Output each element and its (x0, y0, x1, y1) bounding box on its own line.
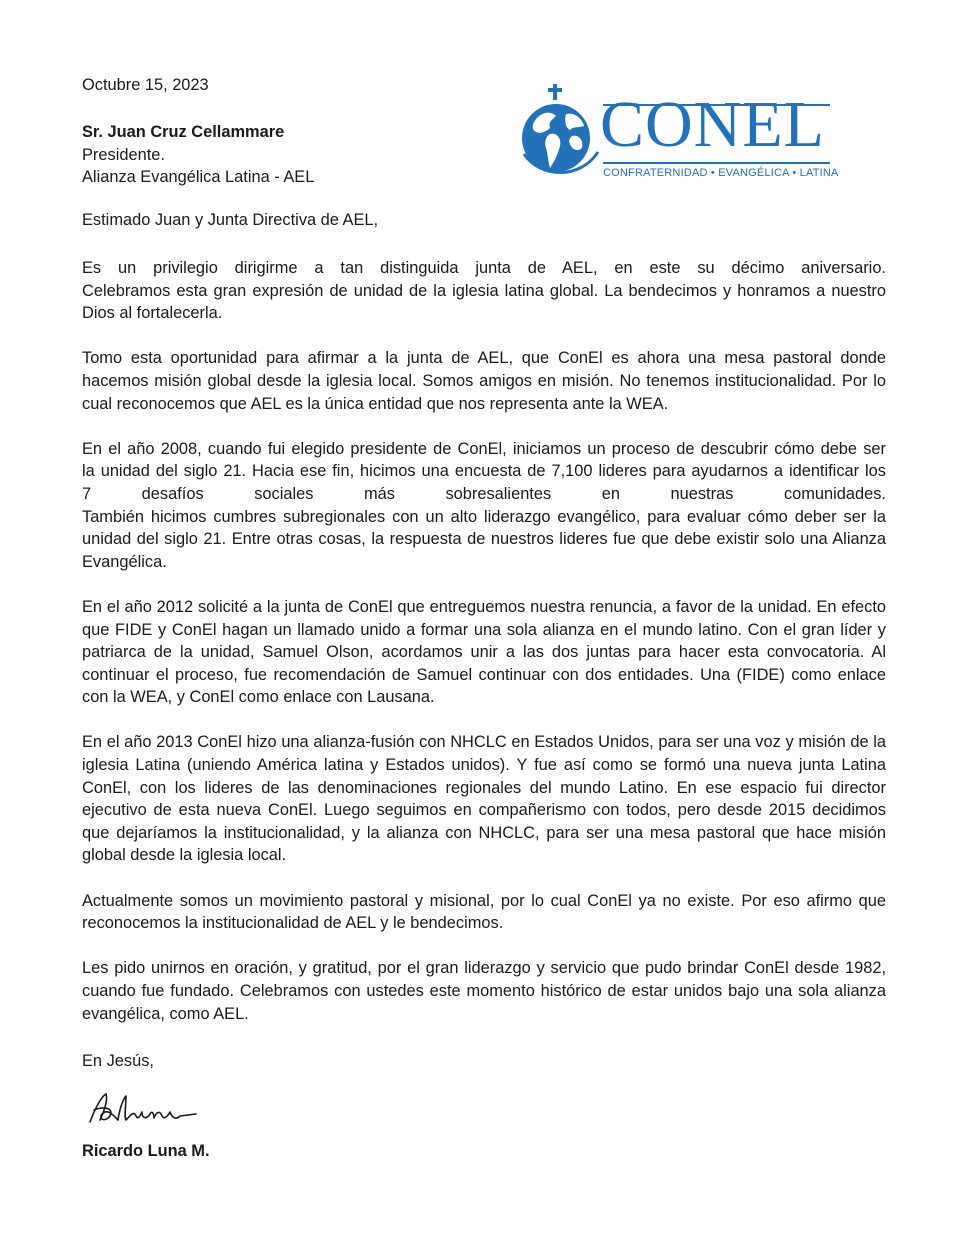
paragraph-line: Es un privilegio dirigirme a tan distinguida junta de AEL, en este su décimo aniversario. (82, 259, 886, 277)
recipient-title: Presidente. (82, 145, 165, 164)
paragraph-line: También hicimos cumbres subregionales con un alto liderazgo evangélico, para evaluar cómo deber ser la (82, 507, 886, 526)
handwritten-signature (84, 1086, 204, 1130)
conel-logo (520, 82, 840, 182)
body-paragraph (82, 957, 886, 1025)
paragraph-line: unidad del siglo 21. Entre otras cosas, la respuesta de nuestros lideres fue que debe existir solo una Alianza (82, 530, 886, 549)
paragraph-line: ejecutivo de esta nueva ConEl. Luego seguimos en compañerismo con todos, pero desde 2015 decidimos (82, 801, 886, 820)
greeting: Estimado Juan y Junta Directiva de AEL, (82, 211, 379, 229)
paragraph-line: cuando fue fundado. Celebramos con ustedes este momento histórico de estar unidos bajo una sola alianza (82, 982, 886, 1000)
paragraph-line: con la WEA, y ConEl como enlace con Lausana. (82, 688, 435, 707)
closing: En Jesús, (82, 1052, 154, 1070)
paragraph-line: hacemos misión global desde la iglesia local. Somos amigos en misión. No tenemos institucionalidad. Por lo (82, 371, 886, 390)
paragraph-line: iglesia Latina (uniendo América latina y Estados unidos). Y fue así como se formó una nueva junta Latina (82, 756, 886, 775)
paragraph-line: evangélica, como AEL. (82, 1004, 249, 1023)
paragraph-line: patriarca de la unidad, Samuel Olson, acordamos unir a las dos juntas para hacer esta convocatoria. Al (82, 643, 886, 662)
logo-tagline: CONFRATERNIDAD • EVANGÉLICA • LATINA (603, 167, 839, 179)
letter-body (82, 257, 886, 1048)
body-paragraph (82, 257, 886, 325)
paragraph-line: la unidad del siglo 21. Hacia ese fin, hicimos una encuesta de 7,100 lideres para ayudarnos a identificar los (82, 462, 886, 481)
logo-brand-text: CONEL (600, 88, 825, 161)
paragraph-line: En el año 2013 ConEl hizo una alianza-fusión con NHCLC en Estados Unidos, para ser una voz y misión de la (82, 733, 886, 752)
paragraph-line: ConEl, con los lideres de las denominaciones regionales del mundo Latino. En ese espacio fui director (82, 778, 886, 797)
globe-cross-icon (520, 82, 602, 182)
paragraph-line: En el año 2012 solicité a la junta de ConEl que entreguemos nuestra renuncia, a favor de la unidad. En efecto (82, 597, 886, 616)
logo-rule-bottom (603, 162, 830, 164)
paragraph-line: Celebramos esta gran expresión de unidad de la iglesia latina global. La bendecimos y honramos a nuestro (82, 281, 886, 300)
paragraph-line: Actualmente somos un movimiento pastoral y misional, por lo cual ConEl ya no existe. Por eso afirmo que (82, 891, 886, 910)
paragraph-line: cual reconocemos que AEL es la única entidad que nos representa ante la WEA. (82, 394, 669, 413)
paragraph-line: Les pido unirnos en oración, y gratitud, por el gran liderazgo y servicio que pudo brindar ConEl desde 1982, (82, 959, 886, 978)
paragraph-line: 7 desafíos sociales más sobresalientes en nuestras comunidades. (82, 484, 886, 503)
body-paragraph (82, 347, 886, 415)
body-paragraph (82, 438, 886, 574)
paragraph-line: Dios al fortalecerla. (82, 304, 223, 323)
letter-date: Octubre 15, 2023 (82, 76, 209, 94)
body-paragraph (82, 890, 886, 935)
recipient-name: Sr. Juan Cruz Cellammare (82, 123, 285, 141)
body-paragraph (82, 596, 886, 709)
recipient-organization: Alianza Evangélica Latina - AEL (82, 168, 315, 187)
paragraph-line: Tomo esta oportunidad para afirmar a la junta de AEL, que ConEl es ahora una mesa pastoral donde (82, 349, 886, 368)
paragraph-line: que dejaríamos la institucionalidad, y la alianza con NHCLC, para ser una mesa pastoral que hace misión (82, 823, 886, 842)
body-paragraph (82, 731, 886, 867)
paragraph-line: global desde la iglesia local. (82, 846, 287, 865)
paragraph-line: Evangélica. (82, 552, 167, 571)
paragraph-line: reconocemos la institucionalidad de AEL y le bendecimos. (82, 914, 504, 933)
recipient-block (82, 121, 314, 189)
signer-name: Ricardo Luna M. (82, 1142, 210, 1160)
paragraph-line: que FIDE y ConEl hagan un llamado unido a formar una sola alianza en el mundo latino. Con el gran líder y (82, 620, 886, 639)
paragraph-line: continuar el proceso, fue recomendación de Samuel continuar con dos entidades. Una (FIDE) como enlace (82, 665, 886, 684)
paragraph-line: En el año 2008, cuando fui elegido presidente de ConEl, iniciamos un proceso de descubrir cómo debe ser (82, 439, 886, 458)
